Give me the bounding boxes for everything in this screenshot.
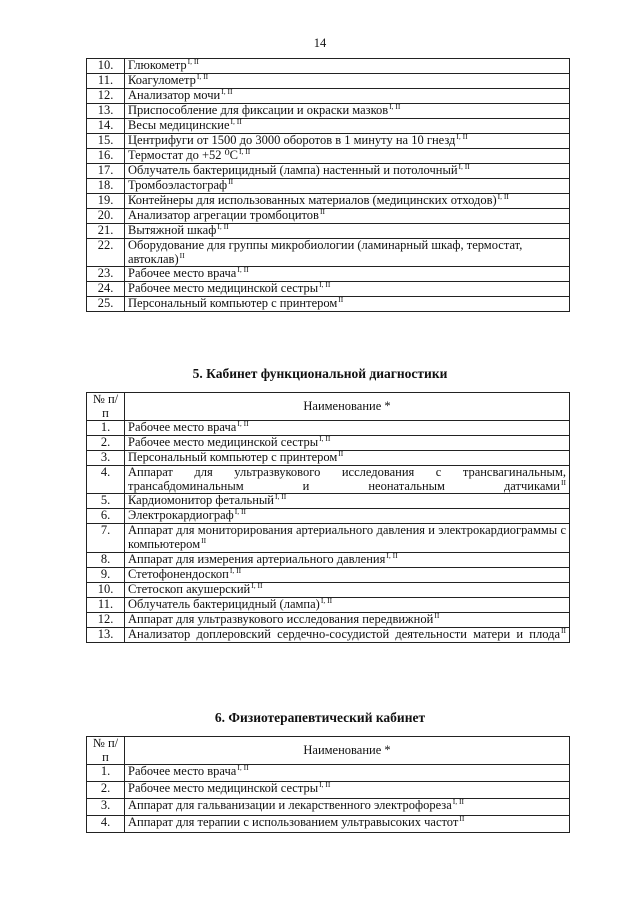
row-name <box>125 224 570 239</box>
item-text: Центрифуги от 1500 до 3000 оборотов в 1 минуту на 10 гнезд <box>128 133 456 147</box>
item-footnote-mark: I, II <box>458 162 470 171</box>
item-text: Персональный компьютер с принтером <box>128 296 338 311</box>
row-name <box>125 782 570 799</box>
item-text: Рабочее место медицинской сестры <box>128 781 319 796</box>
header-name: Наименование * <box>125 737 570 765</box>
row-name <box>125 239 570 267</box>
row-name <box>125 149 570 164</box>
item-footnote-mark: I, II <box>251 580 263 590</box>
row-number: 6. <box>87 509 125 524</box>
row-name <box>125 524 570 552</box>
item-footnote-mark: I, II <box>386 550 398 560</box>
row-name <box>125 466 570 494</box>
item-footnote-mark: I, II <box>234 507 246 517</box>
row-number: 13. <box>87 627 125 642</box>
row-name <box>125 552 570 567</box>
row-name <box>125 765 570 782</box>
row-number: 25. <box>87 297 125 312</box>
item-text: Тромбоэластограф <box>128 178 228 192</box>
row-name <box>125 494 570 509</box>
row-name <box>125 451 570 466</box>
row-number: 17. <box>87 164 125 179</box>
item-text: Весы медицинские <box>128 118 230 132</box>
item-text: Коагулометр <box>128 73 196 87</box>
table-row <box>87 436 570 451</box>
row-name <box>125 816 570 833</box>
item-footnote-mark: I, II <box>319 280 331 290</box>
row-name <box>125 627 570 642</box>
table-row <box>87 567 570 582</box>
table-header-row <box>87 737 570 765</box>
item-text: Аппарат для ультразвукового исследования передвижной <box>128 611 434 626</box>
row-name <box>125 612 570 627</box>
table-row <box>87 494 570 509</box>
row-name <box>125 267 570 282</box>
item-footnote-mark: I, II <box>237 763 249 773</box>
item-text: Рабочее место врача <box>128 420 237 435</box>
table-row <box>87 799 570 816</box>
item-footnote-mark: II <box>459 814 465 824</box>
item-footnote-mark: I, II <box>274 492 287 502</box>
functional-diagnostics-table <box>86 392 570 643</box>
row-number: 11. <box>87 74 125 89</box>
item-footnote-mark: II <box>228 177 234 186</box>
table-row <box>87 782 570 799</box>
item-footnote-mark: I, II <box>456 132 468 141</box>
table-row <box>87 74 570 89</box>
table-row <box>87 104 570 119</box>
row-number: 3. <box>87 799 125 816</box>
item-text: Оборудование для группы микробиологии (ламинарный шкаф, термостат, автоклав) <box>128 238 523 266</box>
row-number: 7. <box>87 524 125 552</box>
row-name <box>125 799 570 816</box>
table-row <box>87 627 570 642</box>
item-footnote-mark: I, II <box>237 419 249 429</box>
row-number: 8. <box>87 552 125 567</box>
item-footnote-mark: I, II <box>196 72 209 81</box>
row-name <box>125 119 570 134</box>
item-text: Глюкометр <box>128 58 187 72</box>
table-row <box>87 119 570 134</box>
item-footnote-mark: I, II <box>319 780 331 790</box>
row-number: 4. <box>87 466 125 494</box>
row-number: 22. <box>87 239 125 267</box>
table-row <box>87 582 570 597</box>
item-text: Аппарат для терапии с использованием ультравысоких частот <box>128 815 459 830</box>
item-footnote-mark: I, II <box>221 87 233 96</box>
row-number: 10. <box>87 582 125 597</box>
table-row <box>87 816 570 833</box>
item-footnote-mark: I, II <box>319 434 331 444</box>
row-number: 9. <box>87 567 125 582</box>
row-number: 15. <box>87 134 125 149</box>
table-row <box>87 524 570 552</box>
item-footnote-mark: II <box>561 625 566 635</box>
item-text: Аппарат для ультразвукового исследования с трансвагинальным, трансабдоминальным и неонатальным датчиками <box>128 465 566 493</box>
row-name <box>125 104 570 119</box>
table-row <box>87 59 570 74</box>
row-name <box>125 297 570 312</box>
row-number: 1. <box>87 421 125 436</box>
row-number: 24. <box>87 282 125 297</box>
item-footnote-mark: I, II <box>237 265 249 275</box>
table-row <box>87 164 570 179</box>
row-number: 12. <box>87 89 125 104</box>
row-number: 11. <box>87 597 125 612</box>
item-text: Электрокардиограф <box>128 508 234 523</box>
item-text: Рабочее место медицинской сестры <box>128 281 319 296</box>
item-footnote-mark: I, II <box>389 102 401 111</box>
row-name <box>125 282 570 297</box>
row-number: 1. <box>87 765 125 782</box>
row-number: 10. <box>87 59 125 74</box>
table-row <box>87 612 570 627</box>
item-text: Анализатор мочи <box>128 88 221 102</box>
item-text: Кардиомонитор фетальный <box>128 493 274 508</box>
table-row <box>87 239 570 267</box>
table-row <box>87 451 570 466</box>
header-num: № п/п <box>87 737 125 765</box>
row-name <box>125 567 570 582</box>
item-text: Анализатор агрегации тромбоцитов <box>128 208 319 222</box>
item-footnote-mark: I, II <box>230 117 242 126</box>
row-name <box>125 59 570 74</box>
table-row <box>87 209 570 224</box>
item-text: Приспособление для фиксации и окраски мазков <box>128 103 389 117</box>
item-footnote-mark: II <box>561 477 566 487</box>
table-row <box>87 224 570 239</box>
item-text: Термостат до +52 ⁰С <box>128 148 238 162</box>
table-row <box>87 297 570 312</box>
item-text: Аппарат для гальванизации и лекарственного электрофореза <box>128 798 452 813</box>
table-row <box>87 552 570 567</box>
table-row <box>87 509 570 524</box>
row-number: 14. <box>87 119 125 134</box>
table-row <box>87 282 570 297</box>
row-name <box>125 582 570 597</box>
row-number: 3. <box>87 451 125 466</box>
item-footnote-mark: I, II <box>187 57 199 66</box>
row-name <box>125 74 570 89</box>
row-name <box>125 194 570 209</box>
item-footnote-mark: I, II <box>452 797 465 807</box>
table-row <box>87 194 570 209</box>
item-text: Облучатель бактерицидный (лампа) настенный и потолочный <box>128 163 458 177</box>
row-number: 21. <box>87 224 125 239</box>
row-number: 19. <box>87 194 125 209</box>
item-footnote-mark: II <box>201 535 207 545</box>
row-name <box>125 597 570 612</box>
header-name: Наименование * <box>125 393 570 421</box>
physiotherapy-table <box>86 736 570 833</box>
item-text: Стетоскоп акушерский <box>128 581 251 596</box>
item-text: Контейнеры для использованных материалов (медицинских отходов) <box>128 193 497 207</box>
item-footnote-mark: I, II <box>320 595 333 605</box>
table-row <box>87 466 570 494</box>
row-number: 5. <box>87 494 125 509</box>
item-footnote-mark: II <box>319 207 325 216</box>
item-text: Облучатель бактерицидный (лампа) <box>128 596 320 611</box>
table-row <box>87 597 570 612</box>
item-footnote-mark: II <box>338 295 344 305</box>
item-footnote-mark: I, II <box>217 222 229 231</box>
header-num: № п/п <box>87 393 125 421</box>
item-footnote-mark: I, II <box>238 147 251 156</box>
table-header-row <box>87 393 570 421</box>
row-number: 16. <box>87 149 125 164</box>
table-row <box>87 149 570 164</box>
row-number: 12. <box>87 612 125 627</box>
row-number: 2. <box>87 782 125 799</box>
item-footnote-mark: I, II <box>229 565 242 575</box>
section-6-title: 6. Физиотерапевтический кабинет <box>214 710 426 725</box>
row-name <box>125 164 570 179</box>
page-number: 14 <box>313 36 327 50</box>
row-name <box>125 209 570 224</box>
row-number: 2. <box>87 436 125 451</box>
table-row <box>87 89 570 104</box>
item-text: Аппарат для мониторирования артериального давления и электрокардиограммы с компьютером <box>128 523 566 551</box>
row-name <box>125 421 570 436</box>
item-text: Анализатор доплеровский сердечно-сосудистой деятельности матери и плода <box>128 626 560 641</box>
item-text: Стетофонендоскоп <box>128 566 229 581</box>
item-text: Персональный компьютер с принтером <box>128 450 338 465</box>
item-footnote-mark: II <box>434 610 440 620</box>
table-row <box>87 765 570 782</box>
row-number: 20. <box>87 209 125 224</box>
row-number: 23. <box>87 267 125 282</box>
section-5-title: 5. Кабинет функциональной диагностики <box>192 366 448 381</box>
item-text: Рабочее место врача <box>128 764 237 779</box>
item-footnote-mark: II <box>338 449 344 459</box>
row-number: 18. <box>87 179 125 194</box>
table-row <box>87 134 570 149</box>
row-number: 13. <box>87 104 125 119</box>
row-name <box>125 134 570 149</box>
row-number: 4. <box>87 816 125 833</box>
item-text: Вытяжной шкаф <box>128 223 217 237</box>
row-name <box>125 509 570 524</box>
item-footnote-mark: I, II <box>497 192 509 201</box>
row-name <box>125 436 570 451</box>
equipment-table-continued <box>86 58 570 312</box>
row-name <box>125 89 570 104</box>
item-text: Рабочее место врача <box>128 266 237 281</box>
item-footnote-mark: II <box>179 250 185 260</box>
item-text: Аппарат для измерения артериального давления <box>128 551 386 566</box>
item-text: Рабочее место медицинской сестры <box>128 435 319 450</box>
